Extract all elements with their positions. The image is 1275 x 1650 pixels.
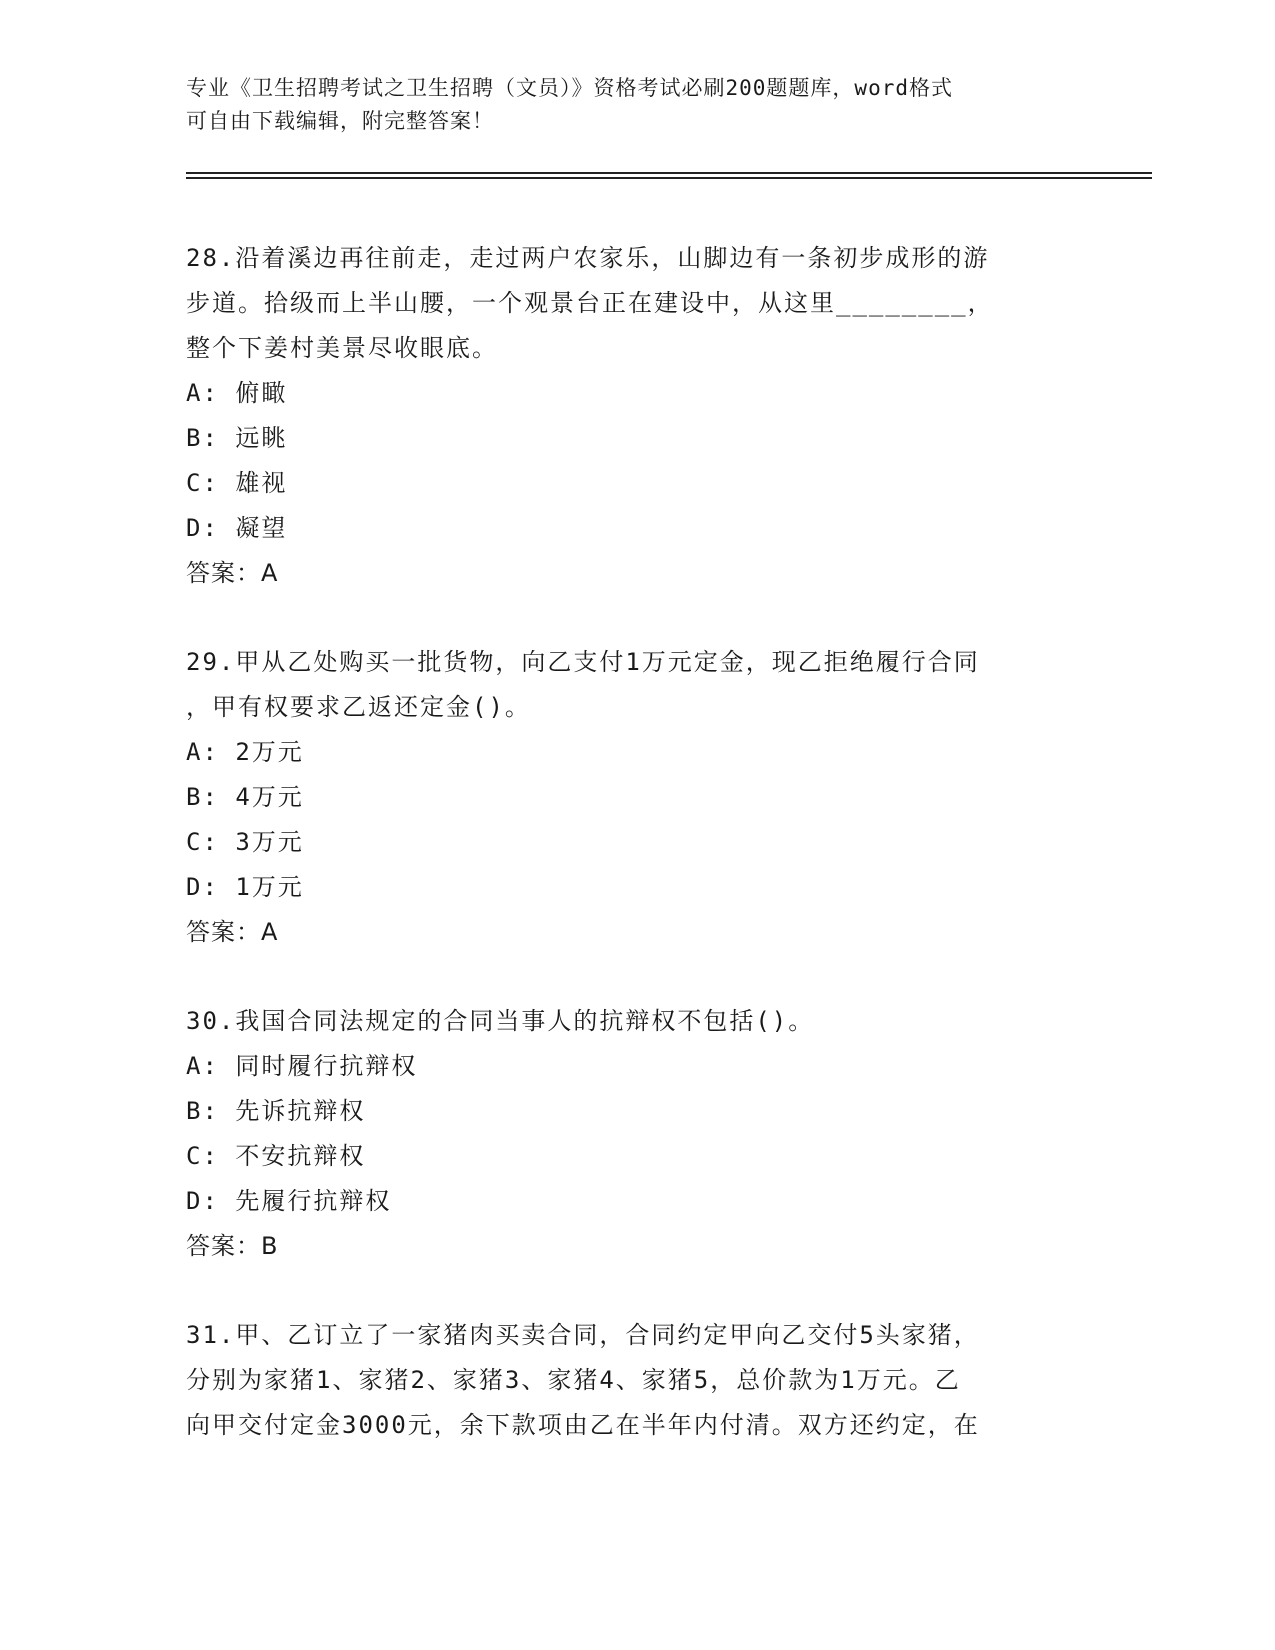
option-letter: C: — [186, 1142, 219, 1170]
option-letter: C: — [186, 469, 219, 497]
header-divider-bottom — [186, 177, 1152, 179]
option-text: 4万元 — [235, 783, 304, 811]
option-text: 凝望 — [235, 514, 288, 542]
option-text: 2万元 — [235, 738, 304, 766]
option-letter: B: — [186, 424, 219, 452]
option-text: 俯瞰 — [235, 379, 288, 407]
question-28 — [186, 236, 1086, 596]
option-c — [186, 461, 1086, 506]
question-text-line: 29.甲从乙处购买一批货物，向乙支付1万元定金，现乙拒绝履行合同 — [186, 648, 980, 676]
option-letter: B: — [186, 783, 219, 811]
option-text: 先诉抗辩权 — [235, 1097, 366, 1125]
option-text: 同时履行抗辩权 — [235, 1052, 418, 1080]
option-text: 先履行抗辩权 — [235, 1187, 392, 1215]
option-letter: D: — [186, 1187, 219, 1215]
question-text-line: 30.我国合同法规定的合同当事人的抗辩权不包括()。 — [186, 1007, 815, 1035]
question-text-line: 向甲交付定金3000元，余下款项由乙在半年内付清。双方还约定，在 — [186, 1411, 980, 1439]
option-text: 1万元 — [235, 873, 304, 901]
question-list — [186, 236, 1086, 1492]
document-header — [186, 72, 1086, 138]
question-text-line: 31.甲、乙订立了一家猪肉买卖合同，合同约定甲向乙交付5头家猪， — [186, 1321, 980, 1349]
option-c — [186, 1134, 1086, 1179]
answer-line: 答案：B — [186, 1232, 279, 1260]
option-d — [186, 506, 1086, 551]
question-text-line: 分别为家猪1、家猪2、家猪3、家猪4、家猪5，总价款为1万元。乙 — [186, 1366, 961, 1394]
option-b — [186, 416, 1086, 461]
option-b — [186, 775, 1086, 820]
option-d — [186, 1179, 1086, 1224]
option-a — [186, 730, 1086, 775]
option-text: 远眺 — [235, 424, 288, 452]
option-c — [186, 820, 1086, 865]
option-letter: A: — [186, 1052, 219, 1080]
option-letter: B: — [186, 1097, 219, 1125]
option-b — [186, 1089, 1086, 1134]
option-letter: D: — [186, 514, 219, 542]
header-line-2: 可自由下载编辑，附完整答案！ — [186, 109, 494, 133]
option-letter: C: — [186, 828, 219, 856]
question-29 — [186, 640, 1086, 955]
question-text-line: ，甲有权要求乙返还定金()。 — [186, 693, 531, 721]
question-31 — [186, 1313, 1086, 1448]
option-letter: D: — [186, 873, 219, 901]
header-line-1: 专业《卫生招聘考试之卫生招聘（文员）》资格考试必刷200题题库，word格式 — [186, 76, 953, 100]
option-text: 不安抗辩权 — [235, 1142, 366, 1170]
answer-line: 答案：A — [186, 918, 279, 946]
option-a — [186, 1044, 1086, 1089]
question-30 — [186, 999, 1086, 1269]
option-d — [186, 865, 1086, 910]
question-text-line: 28.沿着溪边再往前走，走过两户农家乐，山脚边有一条初步成形的游 — [186, 244, 990, 272]
option-letter: A: — [186, 738, 219, 766]
option-text: 雄视 — [235, 469, 288, 497]
header-divider-top — [186, 172, 1152, 174]
question-text-line: 整个下姜村美景尽收眼底。 — [186, 334, 498, 362]
option-a — [186, 371, 1086, 416]
option-letter: A: — [186, 379, 219, 407]
option-text: 3万元 — [235, 828, 304, 856]
answer-line: 答案：A — [186, 559, 279, 587]
question-text-line: 步道。拾级而上半山腰，一个观景台正在建设中，从这里________， — [186, 289, 994, 317]
